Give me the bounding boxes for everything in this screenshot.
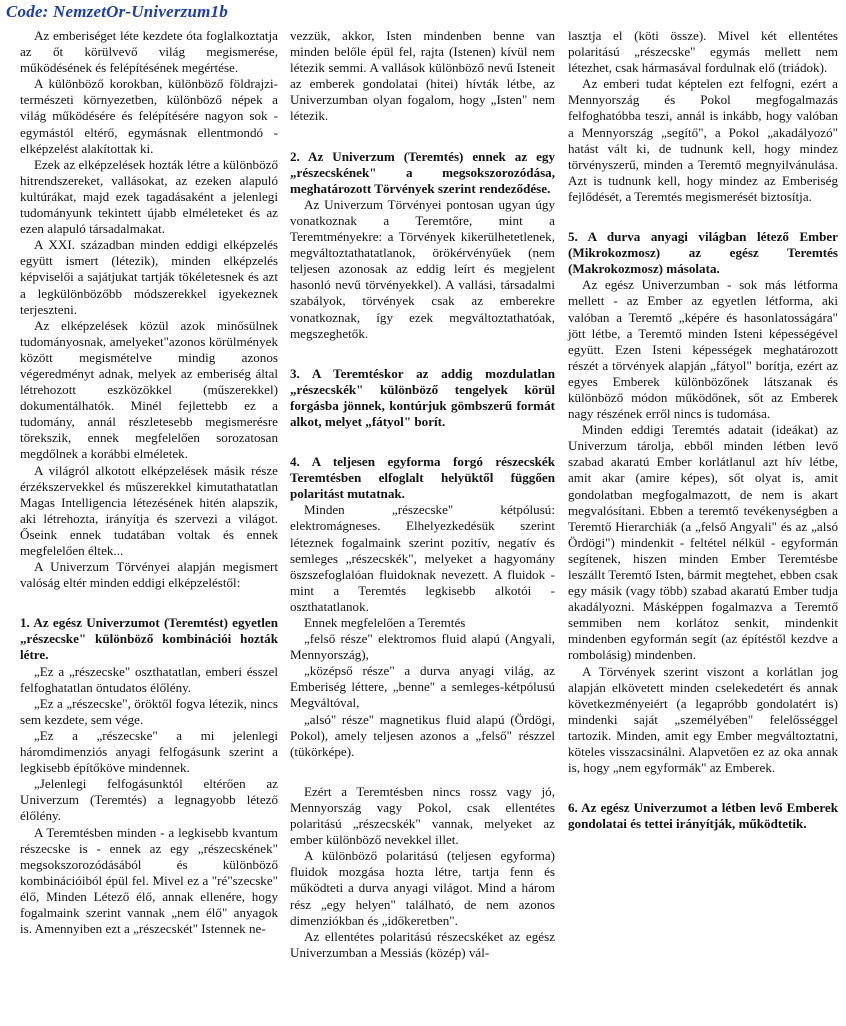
paragraph: Ezért a Teremtésben nincs rossz vagy jó, Mennyország vagy Pokol, csak ellentétes polaritású „részecskék" vannak, melyeket az ember különböző nevekkel illet.	[290, 783, 555, 848]
paragraph: A Univerzum Törvényei alapján megismert valóság eltér minden eddigi elképzeléstől:	[20, 559, 278, 591]
paragraph: „Jelenlegi felfogásunktól eltérően az Univerzum (Teremtés) a legnagyobb létező élőlény.	[20, 776, 278, 824]
spacer	[290, 125, 555, 149]
paragraph: A különböző korokban, különböző földrajzi-természeti környezetben, különböző népek a világ működésére és felépítésére nagyon sok -egymástól eltérő, egymásnak ellentmondó - elképzelést alakítottak ki.	[20, 76, 278, 156]
paragraph: „felső része" elektromos fluid alapú (Angyali, Mennyország),	[290, 631, 555, 663]
paragraph: „Ez a „részecske" oszthatatlan, emberi ésszel felfoghatatlan öntudatos élőlény.	[20, 663, 278, 695]
spacer	[290, 342, 555, 366]
section-heading: 3. A Teremtéskor az addig mozdulatlan „részecskék" különböző tengelyek körül forgásba jönnek, kontúrjuk gömbszerű formát alkot, melyet „fátyol" borít.	[290, 365, 555, 429]
paragraph: A Teremtésben minden - a legkisebb kvantum részecske is - ennek az egy „részecskének" megsokszorozódásából és különböző kombinációiból épül fel. Mivel ez a "ré"szecske" élő, Minden Létező élő, annak ellenére, hogy fogalmaink szerint vannak „nem élő" anyagok is. Amennyiben ezt a „részecskét" Istennek ne-	[20, 824, 278, 937]
paragraph: „Ez a „részecske" a mi jelenlegi háromdimenziós anyagi felfogásunk szerint a legkisebb építőköve mindennek.	[20, 727, 278, 776]
column-3	[568, 28, 838, 832]
column-2	[290, 28, 555, 961]
spacer	[290, 760, 555, 784]
paragraph: Minden „részecske" kétpólusú: elektromágneses. Elhelyezkedésük szerint léteznek fogalmaink szerint pozitív, negatív és semleges „részecskék", melyeket a hagyomány öszszefoglalóan fluidoknak nevezett. A fluidok - mint a Teremtés legkisebb alkotói - oszthatatlanok.	[290, 502, 555, 614]
paragraph: A XXI. században minden eddigi elképzelés együtt ismert (létezik), minden elképzelés képviselői a sajátjukat tartják tökéletesnek és azt a legkülönbözőbb módszerekkel igyekeznek terjeszteni.	[20, 237, 278, 317]
column-1	[20, 28, 278, 937]
section-heading: 2. Az Univerzum (Teremtés) ennek az egy „részecskének" a megsokszorozódása, meghatározott Törvények szerint rendeződése.	[290, 148, 555, 196]
paragraph: Ezek az elképzelések hozták létre a különböző hitrendszereket, vallásokat, az ezeken alapuló kultúrákat, majd ezek tagadásaként a jelenlegi tudományunk tekintett újabb elméleteket és az ezen alapuló társadalmakat.	[20, 156, 278, 237]
section-heading: 5. A durva anyagi világban létező Ember (Mikrokozmosz) az egész Teremtés (Makrokozmosz) másolata.	[568, 229, 838, 277]
paragraph: A Törvények szerint viszont a korlátlan jog alapján elkövetett minden cselekedetért és annak következményeiért (a legapróbb gondolatért is) mindenki saját „személyében" felelősséggel tartozik. Minden, amit egy Ember megváltoztatni, köteles visszacsinálni. Alapvetően ez az oka annak is, hogy „nem egyformák" az Emberek.	[568, 663, 838, 776]
paragraph: „Ez a „részecske", öröktől fogva létezik, nincs sem kezdete, sem vége.	[20, 695, 278, 727]
paragraph: „középső része" a durva anyagi világ, az Emberiség léttere, „benne" a semleges-kétpólusú Megváltóval,	[290, 663, 555, 711]
paragraph: vezzük, akkor, Isten mindenben benne van minden belőle épül fel, rajta (Istenen) kívül nem létezik semmi. A vallások különböző nevű Isteneit az emberek gondolatai (hitei) hívták létbe, az Univerzumban olyan fogalom, hogy „Isten" nem létezik.	[290, 28, 555, 124]
paragraph: lasztja el (köti össze). Mivel két ellentétes polaritású „részecske" egymás mellett nem létezhet, csak hármasával fordulnak elő (triádok).	[568, 28, 838, 76]
spacer	[568, 776, 838, 800]
paragraph: „alsó" része" magnetikus fluid alapú (Ördögi, Pokol), amely teljesen azonos a „felső" részzel (tükörképe).	[290, 711, 555, 759]
paragraph: Ennek megfelelően a Teremtés	[304, 615, 466, 630]
paragraph: A különböző polaritású (teljesen egyforma) fluidok mozgása hozta létre, tartja fenn és működteti a durva anyagi világot. Mind a három rész „egy helyen" található, de nem azonos dimenziókban és „időkeretben".	[290, 848, 555, 928]
paragraph: A világról alkotott elképzelések másik része érzékszervekkel és műszerekkel kimutathatatlan Magas Intelligencia létezésének hitén alapszik, aki létrehozta, irányítja és szervezi a világot. Őseink ennek tudatában voltak és ennek megfelelően éltek...	[20, 462, 278, 558]
spacer	[568, 205, 838, 229]
spacer	[20, 591, 278, 615]
paragraph: Minden eddigi Teremtés adatait (ideákat) az Univerzum tárolja, ebből minden létben levő szabad akaratú Ember korlátlanul azt hív létbe, amit akar (amire képes), sőt olyat is, amit gondolatban megfogalmazott, de nem is akart megvalósítani. Ebben a teremtő tevékenységben a Teremtő Hierarchiák (a „felső Angyali" és az „alsó Ördögi") mindenkit - feltétel nélkül - egyformán segítenek, hiszen minden Ember Teremtésbe leszállt Teremtő Isten, bármit megtehet, ebben csak egy másik (vagy több) szabad akaratú Ember tudja akadályozni. Másképpen fogalmazva a Teremtő semmiben nem korlátoz senkit, mindenkit mindenben egyformán segít (az építéstől kezdve a rombolásig) mindenben.	[568, 422, 838, 663]
paragraph: Az ellentétes polaritású részecskéket az egész Univerzumban a Messiás (közép) vál-	[290, 928, 555, 960]
document-code-header: Code: NemzetOr-Univerzum1b	[6, 2, 228, 21]
section-heading: 6. Az egész Univerzumot a létben levő Emberek gondolatai és tettei irányítják, működtetik.	[568, 800, 838, 832]
spacer	[290, 430, 555, 454]
section-heading: 4. A teljesen egyforma forgó részecskék Teremtésben elfoglalt helyüktől függően polaritást mutatnak.	[290, 454, 555, 502]
paragraph: Az emberiséget léte kezdete óta foglalkoztatja az őt körülvevő világ megismerése, működésének és felépítésének megértése.	[20, 28, 278, 76]
paragraph: Az egész Univerzumban - sok más létforma mellett - az Ember az egyetlen létforma, aki valóban a Teremtő „képére és hasonlatosságára" jött létbe, a Teremtő minden Isteni képességével együtt. Ezen Isteni képességek meghatározott részét a törvények alapján „fátyol" borítja, ezért az egyes Emberek különbözőnek látszanak és különböző módon működőnek, sőt az Emberek nagy részének erről nincs is tudomása.	[568, 277, 838, 422]
paragraph: Az elképzelések közül azok minősülnek tudományosnak, amelyeket"azonos körülmények között megismételve mindig azonos végeredményt adnak, melyek az emberiség által létrehozott eszközökkel (műszerekkel) dokumentálhatók. Minél fejlettebb ez a tudomány, annál részletesebb megismerésre törekszik, ennek megfelelően sorozatosan megdőlnek a korábbi elméletek.	[20, 317, 278, 462]
paragraph: Az Univerzum Törvényei pontosan ugyan úgy vonatkoznak a Teremtőre, mint a Teremtményekre: a Törvények kikerülhetetlenek, megváltoztathatatlanok, örökérvényűek (nem teljesen azonosak az eddig leírt és megjelent hasonló nevű törvényekkel). A vallási, társadalmi szabályok, törvények csak az emberekre vonatkoznak, így ezek megváltoztathatóak, megszeghetők.	[290, 196, 555, 341]
section-heading: 1. Az egész Univerzumot (Teremtést) egyetlen „részecske" különböző kombinációi hozták létre.	[20, 615, 278, 663]
paragraph: Az emberi tudat képtelen ezt felfogni, ezért a Mennyország és Pokol megfogalmazás felfoghatóbba teszi, annál is inkább, hogy valóban a Mennyország „segítő", a Pokol „akadályozó" hatást vált ki, de tudnunk kell, hogy mindez törvényszerű, minden a Teremtő megnyilvánulása. Azt is tudnunk kell, hogy mindez az Emberiség fejlődését, a Teremtés megismerését biztosítja.	[568, 76, 838, 204]
